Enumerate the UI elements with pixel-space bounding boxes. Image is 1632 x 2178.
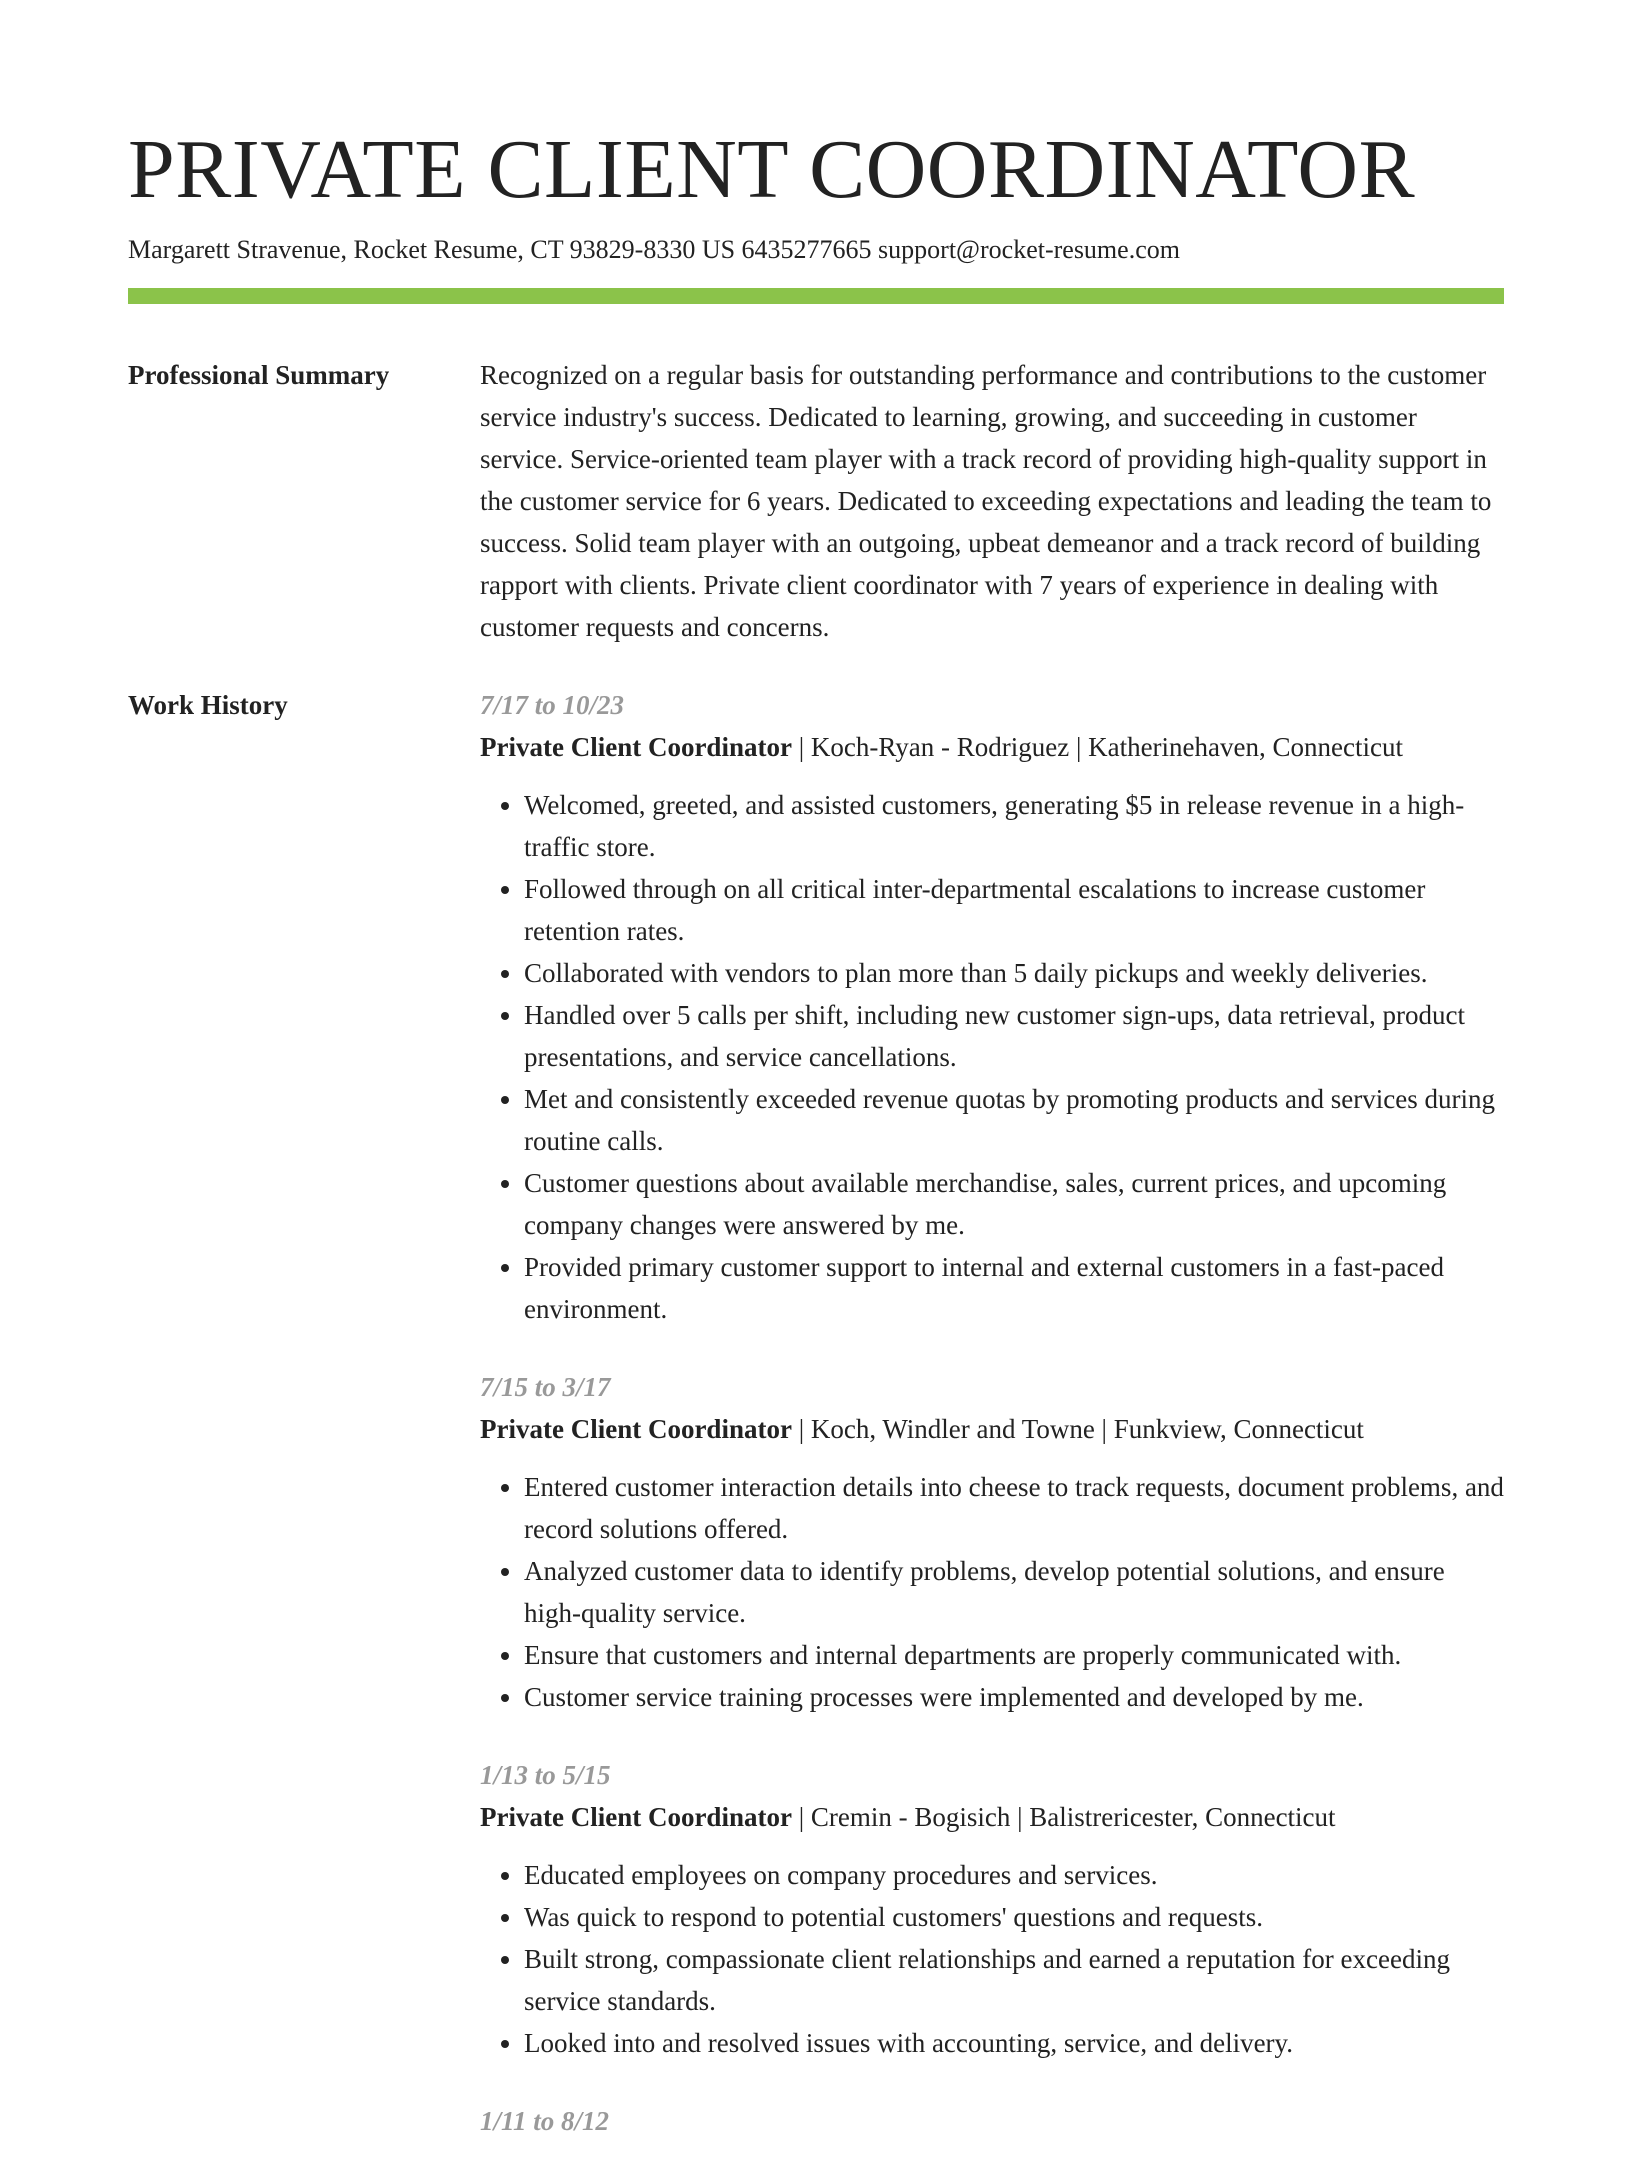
job-bullet-list <box>480 1854 1504 2064</box>
professional-summary-section <box>128 354 1504 648</box>
resume-header <box>128 0 1504 304</box>
job-bullet: • Educated employees on company procedures and services. <box>524 1854 1504 1896</box>
job-title-line <box>480 1408 1504 1450</box>
job-bullet: • Entered customer interaction details into cheese to track requests, document problems, and record solutions offered. <box>524 1466 1504 1550</box>
job-bullet: • Built strong, compassionate client relationships and earned a reputation for exceeding service standards. <box>524 1938 1504 2022</box>
accent-divider <box>128 288 1504 304</box>
job-company-location: | Cremin - Bogisich | Balistrericester, Connecticut <box>791 1802 1336 1832</box>
job-dates: 1/11 to 8/12 <box>480 2106 610 2136</box>
job-bullet: • Analyzed customer data to identify problems, develop potential solutions, and ensure high-quality service. <box>524 1550 1504 1634</box>
job-bullet: • Collaborated with vendors to plan more than 5 daily pickups and weekly deliveries. <box>524 952 1504 994</box>
job-bullet: • Welcomed, greeted, and assisted customers, generating $5 in release revenue in a high-traffic store. <box>524 784 1504 868</box>
job-bullet: • Followed through on all critical inter-departmental escalations to increase customer retention rates. <box>524 868 1504 952</box>
job-bullet: • Handled over 5 calls per shift, including new customer sign-ups, data retrieval, product presentations, and service cancellations. <box>524 994 1504 1078</box>
job-bullet: • Was quick to respond to potential customers' questions and requests. <box>524 1896 1504 1938</box>
job-bullet: • Met and consistently exceeded revenue quotas by promoting products and services during routine calls. <box>524 1078 1504 1162</box>
job-entry <box>480 1754 1504 2064</box>
resume-title: PRIVATE CLIENT COORDINATOR <box>128 123 1416 216</box>
job-company-location: | Koch, Windler and Towne | Funkview, Connecticut <box>791 1414 1364 1444</box>
job-dates: 7/15 to 3/17 <box>480 1372 611 1402</box>
contact-info: Margarett Stravenue, Rocket Resume, CT 93829-8330 US 6435277665 support@rocket-resume.com <box>128 235 1180 264</box>
professional-summary-text: Recognized on a regular basis for outstanding performance and contributions to the customer service industry's success. Dedicated to learning, growing, and succeeding in customer service. Service-oriented team player with a track record of providing high-quality support in the customer service for 6 years. Dedicated to exceeding expectations and leading the team to success. Solid team player with an outgoing, upbeat demeanor and a track record of building rapport with clients. Private client coordinator with 7 years of experience in dealing with customer requests and concerns. <box>480 360 1492 642</box>
work-history-label: Work History <box>128 690 288 720</box>
job-dates: 1/13 to 5/15 <box>480 1760 611 1790</box>
job-bullet: • Provided primary customer support to internal and external customers in a fast-paced environment. <box>524 1246 1504 1330</box>
job-bullet: • Looked into and resolved issues with accounting, service, and delivery. <box>524 2022 1504 2064</box>
job-bullet: • Ensure that customers and internal departments are properly communicated with. <box>524 1634 1504 1676</box>
job-entry <box>480 2100 1504 2142</box>
job-bullet-list <box>480 784 1504 1330</box>
job-company-location: | Koch-Ryan - Rodriguez | Katherinehaven, Connecticut <box>791 732 1403 762</box>
professional-summary-content <box>480 354 1504 648</box>
work-history-section <box>128 684 1504 2178</box>
job-bullet: • Customer questions about available merchandise, sales, current prices, and upcoming company changes were answered by me. <box>524 1162 1504 1246</box>
job-bullet-list <box>480 1466 1504 1718</box>
job-title: Private Client Coordinator <box>480 1802 792 1832</box>
job-title-line <box>480 1796 1504 1838</box>
work-history-content <box>480 684 1504 2178</box>
job-title: Private Client Coordinator <box>480 1414 792 1444</box>
job-bullet: • Customer service training processes were implemented and developed by me. <box>524 1676 1504 1718</box>
job-entry <box>480 1366 1504 1718</box>
professional-summary-label: Professional Summary <box>128 360 390 390</box>
job-entry <box>480 684 1504 1330</box>
job-title: Private Client Coordinator <box>480 732 792 762</box>
job-title-line <box>480 726 1504 768</box>
job-dates: 7/17 to 10/23 <box>480 690 625 720</box>
